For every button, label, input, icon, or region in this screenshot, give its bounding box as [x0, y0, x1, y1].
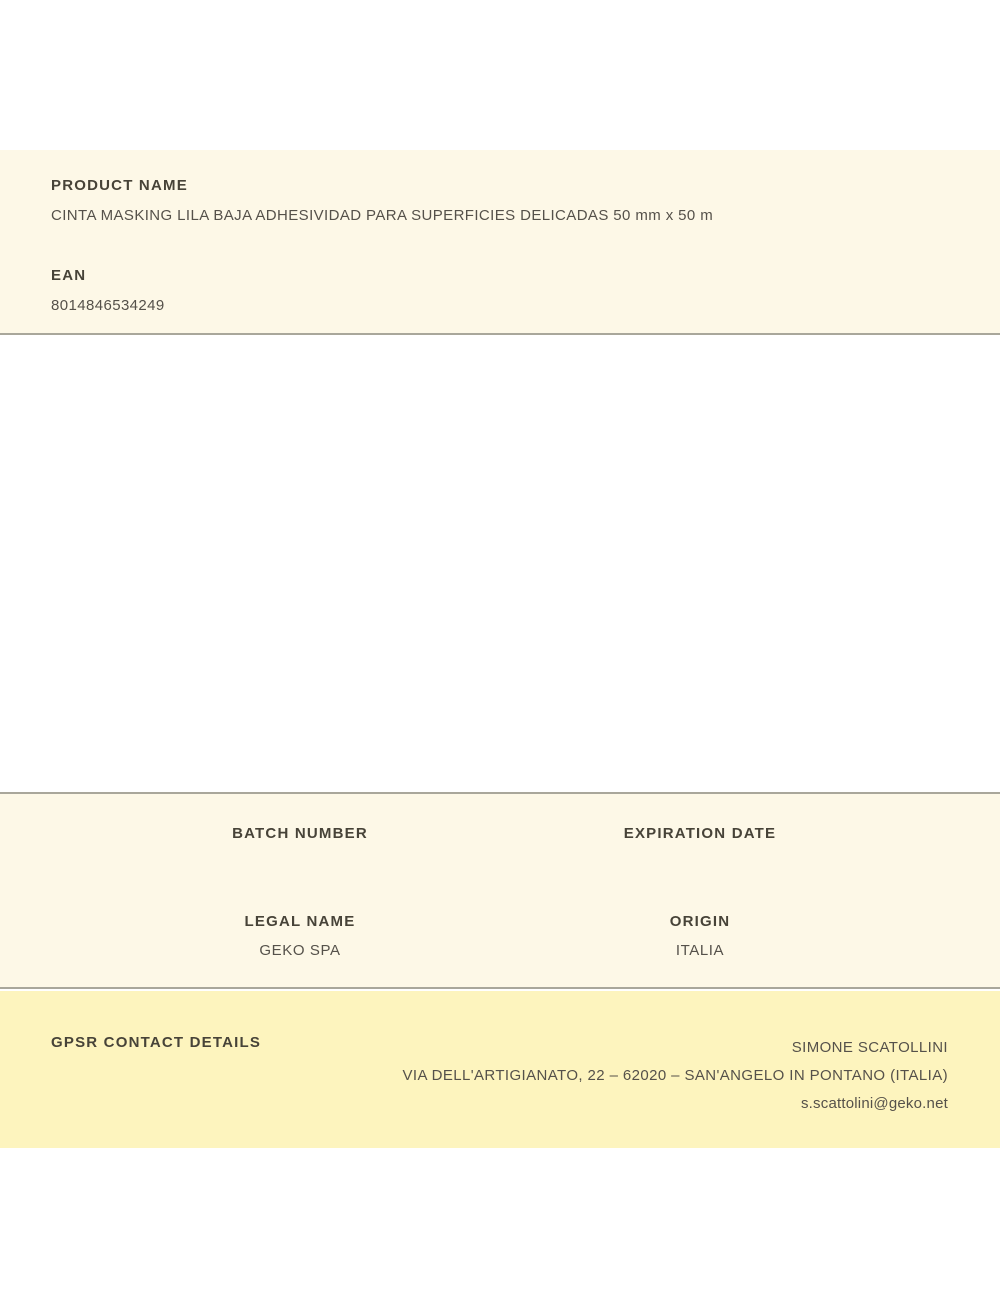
batch-number-field	[100, 825, 500, 854]
ean-value: 8014846534249	[51, 297, 165, 314]
batch-number-label: BATCH NUMBER	[232, 825, 368, 842]
ean-field	[51, 267, 949, 314]
origin-value: ITALIA	[675, 942, 725, 959]
ean-label: EAN	[51, 267, 87, 284]
legal-name-label: LEGAL NAME	[244, 913, 356, 930]
origin-field	[500, 913, 900, 959]
batch-legal-grid	[100, 825, 900, 959]
legal-name-field	[100, 913, 500, 959]
origin-label: ORIGIN	[669, 913, 731, 930]
product-name-value: CINTA MASKING LILA BAJA ADHESIVIDAD PARA SUPERFICIES DELICADAS 50 mm x 50 m	[51, 207, 714, 224]
contact-email: s.scattolini@geko.net	[800, 1095, 948, 1112]
batch-expiration-row	[100, 825, 900, 854]
expiration-date-field	[500, 825, 900, 854]
product-info-section	[0, 150, 1000, 335]
contact-address: VIA DELL'ARTIGIANATO, 22 – 62020 – SAN'ANGELO IN PONTANO (ITALIA)	[402, 1067, 948, 1084]
gpsr-contact-block	[261, 1034, 948, 1118]
product-name-field	[51, 177, 949, 224]
contact-name: SIMONE SCATOLLINI	[791, 1039, 948, 1056]
gpsr-contact-section	[0, 991, 1000, 1148]
gpsr-contact-title: GPSR CONTACT DETAILS	[51, 1034, 262, 1051]
batch-legal-section	[0, 792, 1000, 989]
legal-name-value: GEKO SPA	[259, 942, 341, 959]
product-name-label: PRODUCT NAME	[51, 177, 188, 194]
legal-origin-row	[100, 913, 900, 959]
expiration-date-label: EXPIRATION DATE	[623, 825, 777, 842]
